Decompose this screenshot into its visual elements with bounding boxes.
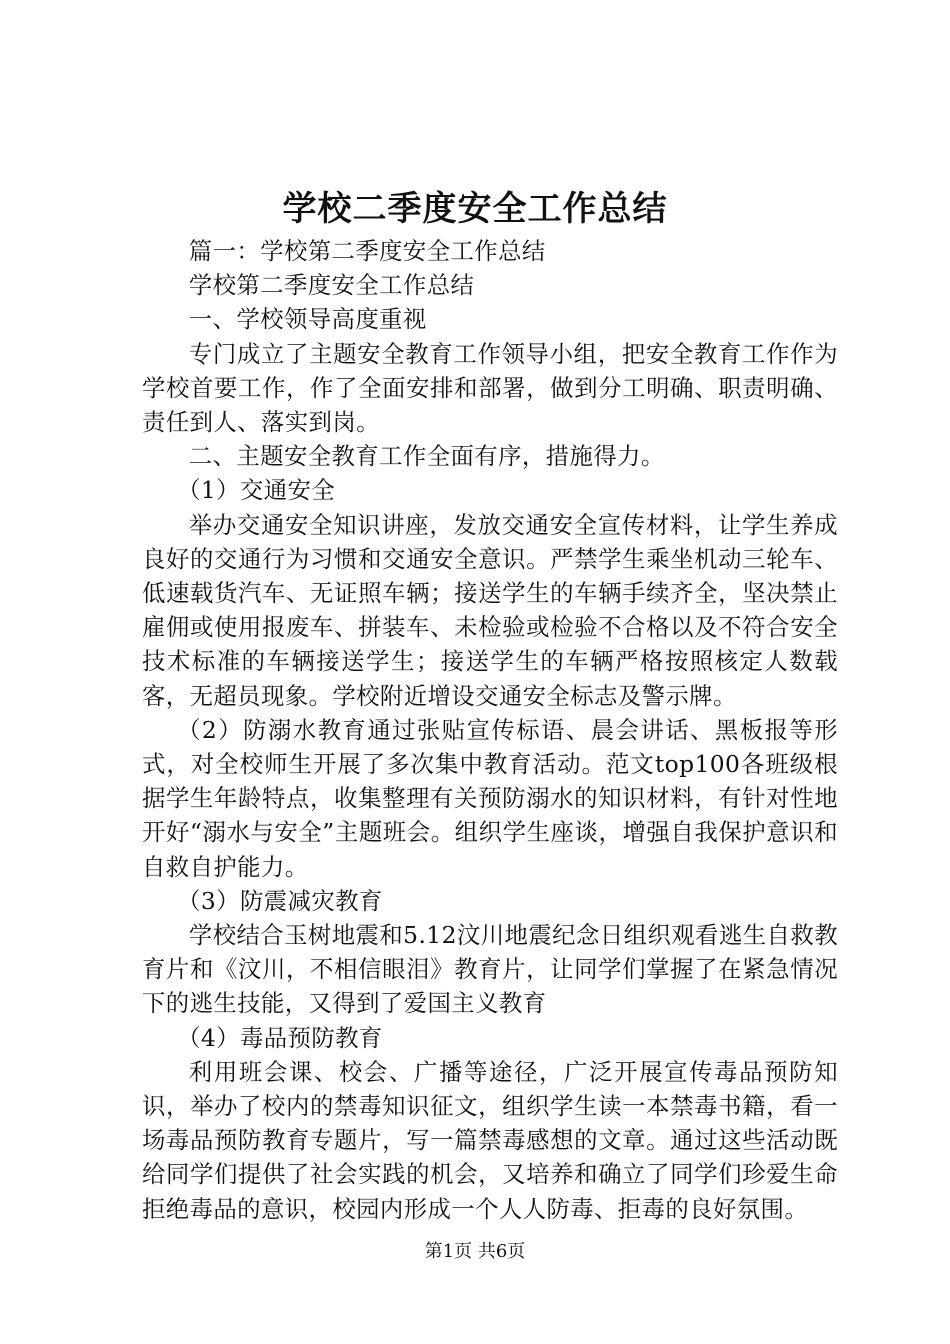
paragraph-leadership: 专门成立了主题安全教育工作领导小组，把安全教育工作作为学校首要工作，作了全面安排和部署，做到分工明确、职责明确、责任到人、落实到岗。 — [142, 339, 838, 437]
document-body — [142, 234, 838, 1226]
subsection-heading-drugs: （4）毒品预防教育 — [177, 1023, 383, 1052]
paragraph-drowning: （2）防溺水教育通过张贴宣传标语、晨会讲话、黑板报等形式，对全校师生开展了多次集中教育活动。范文top100各班级根据学生年龄特点，收集整理有关预防溺水的知识材料，有针对性地开好“溺水与安全”主题班会。组织学生座谈，增强自我保护意识和自救自护能力。 — [142, 715, 838, 881]
section-heading-leadership: 一、学校领导高度重视 — [188, 305, 427, 334]
paragraph-traffic: 举办交通安全知识讲座，发放交通安全宣传材料，让学生养成良好的交通行为习惯和交通安全意识。严禁学生乘坐机动三轮车、低速载货汽车、无证照车辆；接送学生的车辆手续齐全，坚决禁止雇佣或使用报废车、拼装车、未检验或检验不合格以及不符合安全技术标准的车辆接送学生；接送学生的车辆严格按照核定人数载客，无超员现象。学校附近增设交通安全标志及警示牌。 — [142, 510, 838, 710]
paragraph-earthquake: 学校结合玉树地震和5.12汶川地震纪念日组织观看逃生自救教育片和《汶川，不相信眼泪》教育片，让同学们掌握了在紧急情况下的逃生技能，又得到了爱国主义教育 — [142, 921, 838, 1018]
subsection-heading-earthquake: （3）防震减灾教育 — [177, 886, 383, 915]
subsection-heading-traffic: （1）交通安全 — [177, 476, 336, 505]
paragraph-drugs: 利用班会课、校会、广播等途径，广泛开展宣传毒品预防知识，举办了校内的禁毒知识征文，组织学生读一本禁毒书籍，看一场毒品预防教育专题片，写一篇禁毒感想的文章。通过这些活动既给同学们提供了社会实践的机会，又培养和确立了同学们珍爱生命拒绝毒品的意识，校园内形成一个人人防毒、拒毒的良好氛围。 — [142, 1057, 838, 1223]
document-title: 学校二季度安全工作总结 — [282, 189, 668, 229]
page-number: 第1页 共6页 — [424, 1241, 526, 1262]
article-heading: 篇一：学校第二季度安全工作总结 — [188, 237, 546, 265]
section-heading-education: 二、主题安全教育工作全面有序，措施得力。 — [188, 442, 665, 471]
article-subtitle: 学校第二季度安全工作总结 — [188, 271, 475, 300]
